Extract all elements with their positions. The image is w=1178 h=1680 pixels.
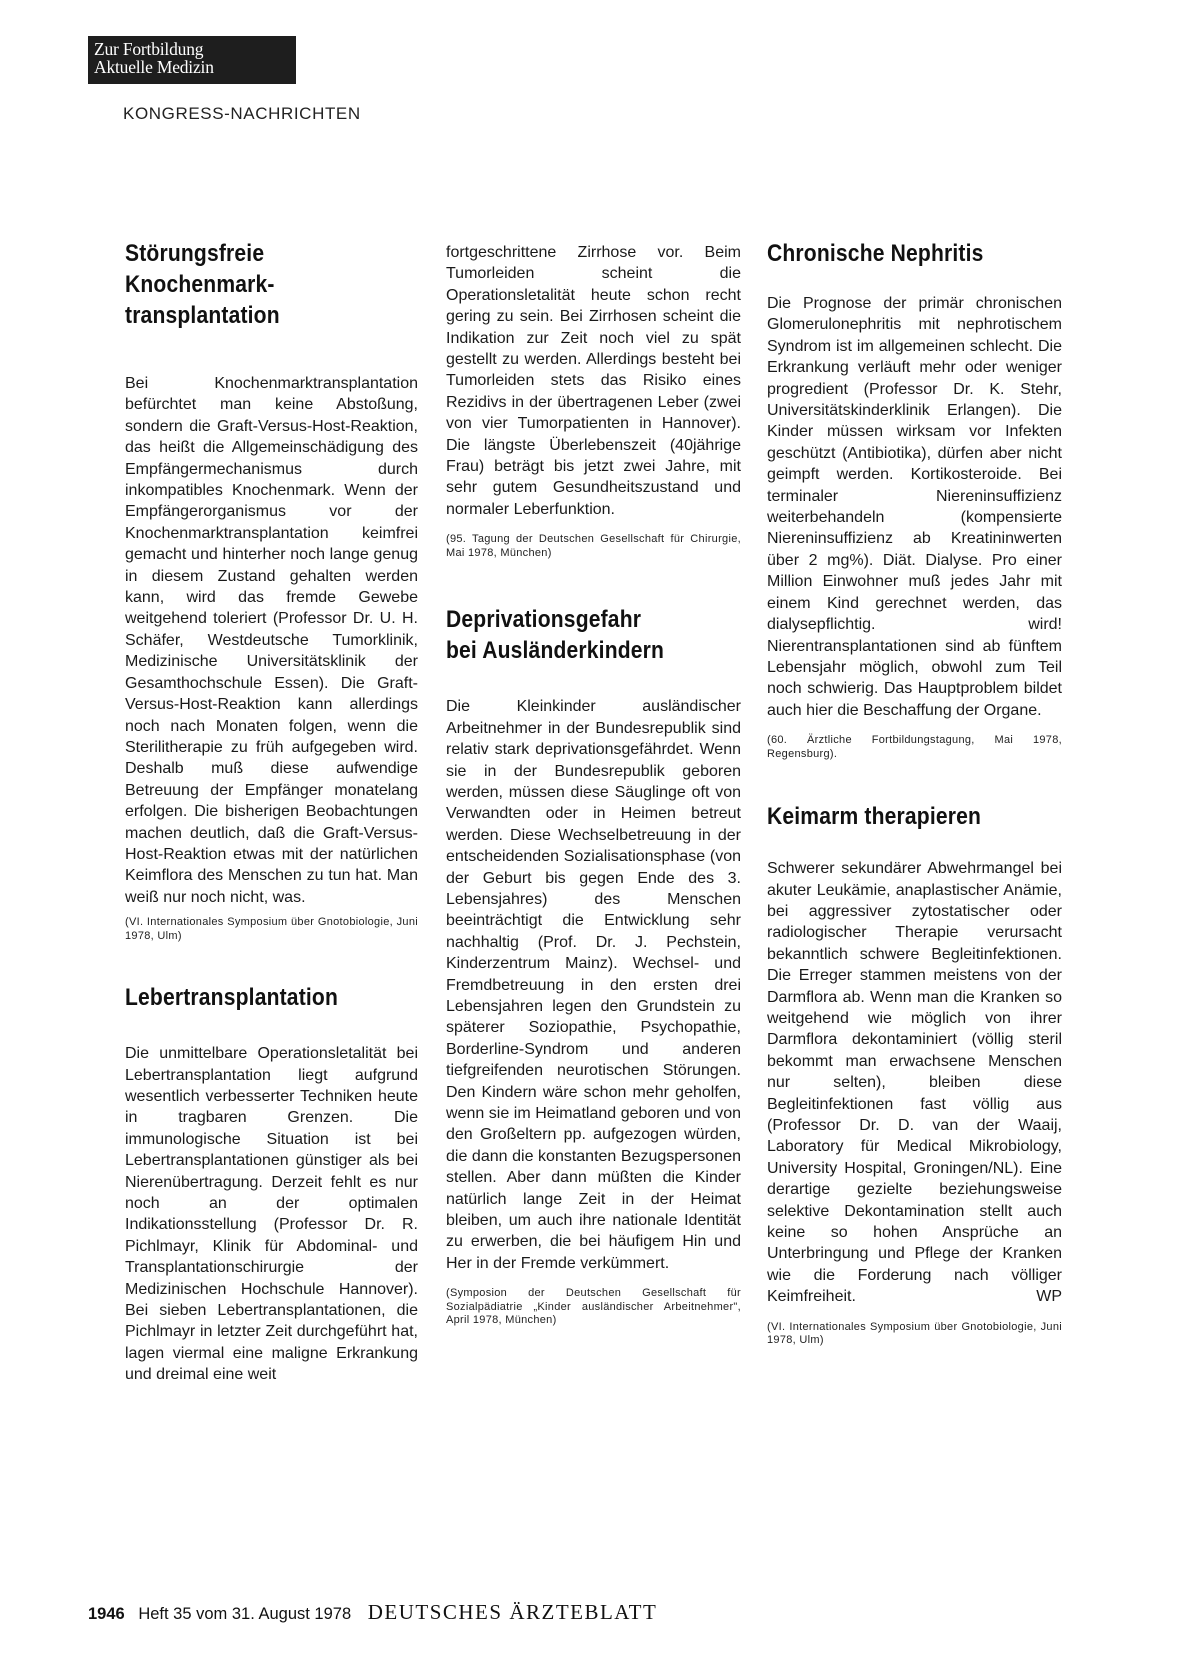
article-body-leber: Die unmittelbare Operationsletalität bei Lebertransplantation liegt aufgrund wesentlich verbesserter Techniken heute in tragbaren Grenzen. Die immunologische Situation ist bei Lebertransplantationen günstiger als bei Nierenübertragung. Derzeit fehlt es nur noch an der optimalen Indikationsstellung (Professor Dr. R. Pichlmayr, Klinik für Abdominal- und Transplantationschirurgie der Medizinischen Hochschule Hannover). Bei sieben Lebertransplantationen, die Pichlmayr in letzter Zeit durchgeführt hat, lagen viermal eine maligne Erkrankung und dreimal eine weit xyxy=(125,1045,418,1384)
article-title-knochenmark: Störungsfreie Knochenmark- transplantation xyxy=(125,240,280,329)
article-source-deprivation: (Symposion der Deutschen Gesellschaft für Sozialpädiatrie „Kinder ausländischer Arbeitnehmer", April 1978, München) xyxy=(446,1287,741,1327)
rubric-line-2: Aktuelle Medizin xyxy=(94,57,214,77)
article-title-keimarm: Keimarm therapieren xyxy=(767,803,982,831)
page-footer xyxy=(88,1600,657,1625)
section-label: KONGRESS-NACHRICHTEN xyxy=(123,104,361,123)
article-title-nephritis: Chronische Nephritis xyxy=(767,240,984,267)
rubric-line-1: Zur Fortbildung xyxy=(94,39,204,59)
article-source-knochenmark: (VI. Internationales Symposium über Gnotobiologie, Juni 1978, Ulm) xyxy=(125,916,418,942)
article-body-keimarm xyxy=(767,858,1062,1308)
article-source-nephritis: (60. Ärztliche Fortbildungstagung, Mai 1978, Regensburg). xyxy=(767,734,1062,760)
rubric-badge xyxy=(88,36,296,84)
article-source-keimarm: (VI. Internationales Symposium über Gnotobiologie, Juni 1978, Ulm) xyxy=(767,1320,1062,1347)
page-number: 1946 xyxy=(88,1605,125,1623)
column-2 xyxy=(446,242,741,1328)
column-3 xyxy=(767,238,1062,1348)
article-title-deprivation: Deprivationsgefahr bei Ausländerkindern xyxy=(446,606,665,665)
column-1 xyxy=(125,238,418,1386)
issue-info: Heft 35 vom 31. August 1978 xyxy=(138,1605,352,1623)
article-body-deprivation: Die Kleinkinder ausländischer Arbeitnehmer in der Bundesrepublik sind relativ stark deprivationsgefährdet. Wenn sie in der Bundesrepublik geboren werden, müssen diese Säuglinge oft von Verwandten oder in Heimen betreut werden. Diese Wechselbetreuung in der entscheidenden Sozialisationsphase (von der Geburt bis gegen Ende des 3. Lebensjahres) des Menschen beeinträchtigt die Entwicklung sehr nachhaltig (Prof. Dr. J. Pechstein, Kinderzentrum Mainz). Wechsel- und Fremdbetreuung in den ersten drei Lebensjahren legen den Grundstein zu späterer Soziopathie, Psychopathie, Borderline-Syndrom und anderen tiefgreifenden neurotischen Störungen. Den Kindern wäre schon mehr geholfen, wenn sie im Heimatland geboren und von den Großeltern pp. aufgezogen würden, die dann die konstanten Bezugspersonen stellen. Aber dann müßten die Kinder natürlich lange Zeit in der Heimat bleiben, um auch ihre nationale Identität zu erwerben, die bei häufigem Hin und Her in der Fremde verkümmert. xyxy=(446,698,741,1272)
article-text-keimarm: Schwerer sekundärer Abwehrmangel bei akuter Leukämie, anaplastischer Anämie, bei aggressiver zytostatischer oder radiologischer Therapie verursacht bekanntlich schwere Begleitinfektionen. Die Erreger stammen meistens von der Darmflora ab. Wenn man die Kranken so weitgehend wie möglich von ihrer Darmflora dekontaminiert (völlig steril bekommt man erwachsene Menschen nur selten), bleiben diese Begleitinfektionen fast völlig aus (Professor Dr. D. van der Waaij, Laboratory für Medical Mikrobiology, University Hospital, Groningen/NL). Eine derartige gezielte beziehungsweise selektive Dekontamination stellt auch keine so hohen Ansprüche an Unterbringung und Pflege der Kranken wie die Forderung nach völliger Keimfreiheit. xyxy=(767,860,1062,1306)
article-body-leber-continued: fortgeschrittene Zirrhose vor. Beim Tumorleiden scheint die Operationsletalität heute schon recht gering zu sein. Bei Zirrhosen scheint die Indikation zur Zeit noch viel zu spät gestellt zu werden. Allerdings besteht bei Tumorleiden stets das Risiko eines Rezidivs in der übertragenen Leber (zwei von vier Tumorpatienten in Hannover). Die längste Überlebenszeit (40jährige Frau) beträgt bis jetzt zwei Jahre, mit sehr gutem Gesundheitszustand und normaler Leberfunktion. xyxy=(446,244,741,518)
journal-name: DEUTSCHES ÄRZTEBLATT xyxy=(367,1600,658,1624)
article-source-leber: (95. Tagung der Deutschen Gesellschaft für Chirurgie, Mai 1978, München) xyxy=(446,533,741,559)
article-body-nephritis: Die Prognose der primär chronischen Glomerulonephritis mit nephrotischem Syndrom ist im allgemeinen schlecht. Die Erkrankung verläuft mehr oder weniger progredient (Professor Dr. K. Stehr, Universitätskinderklinik Erlangen). Die Kinder müssen wirksam vor Infekten geschützt (Antibiotika), dürfen aber nicht geimpft werden. Kortikosteroide. Bei terminaler Niereninsuffizienz weiterbehandeln (kompensierte Niereninsuffizienz ab Kreatininwerten über 2 mg%). Diät. Dialyse. Pro einer Million Einwohner muß jedes Jahr mit einem Kind gerechnet werden, das dialysepflichtig. wird! Nierentransplantationen sind ab fünftem Lebensjahr möglich, obwohl zum Teil noch schwierig. Das Hauptproblem bildet auch hier die Beschaffung der Organe. xyxy=(767,295,1062,719)
author-signature: WP xyxy=(1036,1288,1062,1306)
article-title-leber: Lebertransplantation xyxy=(125,984,339,1012)
article-body-knochenmark: Bei Knochenmarktransplantation befürchtet man keine Abstoßung, sondern die Graft-Versus-Host-Reaktion, das heißt die Allgemeinschädigung des Empfängermechanismus durch inkompatibles Knochenmark. Wenn der Empfängerorganismus vor der Knochenmarktransplantation keimfrei gemacht und hinterher noch lange genug in diesem Zustand gehalten werden kann, wird das fremde Gewebe weitgehend toleriert (Professor Dr. U. H. Schäfer, Westdeutsche Tumorklinik, Medizinische Universitätsklinik der Gesamthochschule Essen). Die Graft-Versus-Host-Reaktion kann allerdings noch nach Monaten folgen, wenn die Sterilitherapie zu früh aufgegeben wird. Deshalb muß diese aufwendige Betreuung der Empfänger monatelang erfolgen. Die bisherigen Beobachtungen machen deutlich, daß die Graft-Versus-Host-Reaktion etwas mit der natürlichen Keimflora des Menschen zu tun hat. Man weiß nur noch nicht, was. xyxy=(125,375,418,906)
